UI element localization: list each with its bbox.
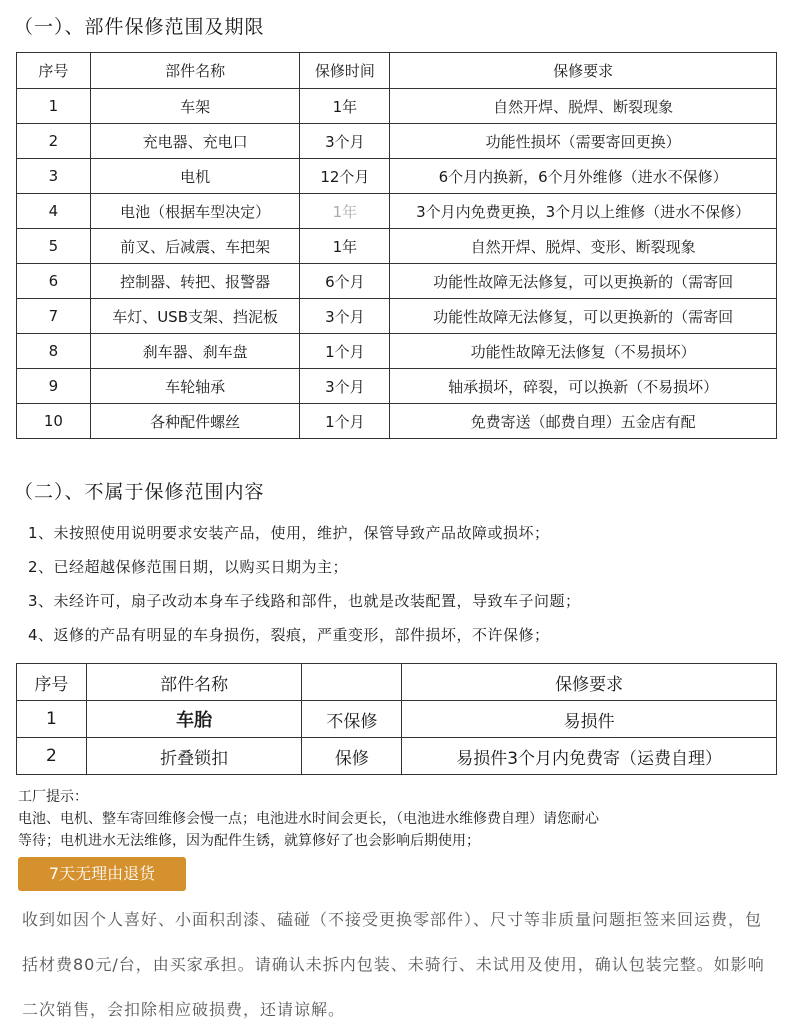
tips-line: 等待；电机进水无法维修，因为配件生锈，就算修好了也会影响后期使用；: [18, 833, 480, 849]
table-row: [17, 89, 777, 124]
return-policy-badge: 7天无理由退货: [18, 857, 186, 891]
cell-index: 5: [17, 229, 91, 264]
cell-status: 不保修: [302, 701, 402, 738]
cell-index: 8: [17, 334, 91, 369]
factory-tips: [18, 786, 778, 852]
table-row: [17, 701, 777, 738]
cell-requirement: 自然开焊、脱焊、断裂现象: [390, 89, 777, 124]
cell-part: 刹车器、刹车盘: [90, 334, 300, 369]
cell-part: 车轮轴承: [90, 369, 300, 404]
cell-requirement: 轴承损坏，碎裂，可以换新（不易损坏）: [390, 369, 777, 404]
cell-period: 1个月: [300, 404, 390, 439]
cell-status: 保修: [302, 738, 402, 775]
table-header-row: [17, 53, 777, 89]
cell-part: 车灯、USB支架、挡泥板: [90, 299, 300, 334]
cell-period: 1个月: [300, 334, 390, 369]
warranty-table: [16, 52, 777, 439]
tips-line: 电池、电机、整车寄回维修会慢一点；电池进水时间会更长，（电池进水维修费自理）请您耐心: [18, 811, 599, 827]
cell-period: 1年: [300, 229, 390, 264]
table-row: [17, 159, 777, 194]
table-row: [17, 299, 777, 334]
cell-part: 车胎: [86, 701, 302, 738]
cell-period: 3个月: [300, 124, 390, 159]
cell-requirement: 3个月内免费更换，3个月以上维修（进水不保修）: [390, 194, 777, 229]
cell-part: 各种配件螺丝: [90, 404, 300, 439]
cell-requirement: 自然开焊、脱焊、变形、断裂现象: [390, 229, 777, 264]
header-index: 序号: [17, 664, 87, 701]
list-item: 1、未按照使用说明要求安装产品，使用，维护，保管导致产品故障或损坏；: [28, 524, 550, 542]
cell-index: 3: [17, 159, 91, 194]
cell-requirement: 易损件3个月内免费寄（运费自理）: [402, 738, 777, 775]
cell-index: 2: [17, 738, 87, 775]
list-item: 4、返修的产品有明显的车身损伤，裂痕，严重变形，部件损坏，不许保修；: [28, 626, 550, 644]
cell-index: 4: [17, 194, 91, 229]
cell-part: 前叉、后减震、车把架: [90, 229, 300, 264]
header-part-name: 部件名称: [90, 53, 300, 89]
cell-index: 1: [17, 89, 91, 124]
header-warranty-requirement: 保修要求: [390, 53, 777, 89]
cell-part: 充电器、充电口: [90, 124, 300, 159]
return-policy-text: 收到如因个人喜好、小面积刮漆、磕碰（不接受更换零部件）、尺寸等非质量问题拒签来回运费，包括材费80元/台，由买家承担。请确认未拆内包装、未骑行、未试用及使用，确认包装完整。如影响二次销售，会扣除相应破损费，还请谅解。: [22, 910, 765, 1019]
table-row: [17, 229, 777, 264]
cell-index: 9: [17, 369, 91, 404]
tips-heading: 工厂提示：: [18, 789, 88, 805]
header-index: 序号: [17, 53, 91, 89]
cell-index: 7: [17, 299, 91, 334]
table-row: [17, 124, 777, 159]
cell-part: 车架: [90, 89, 300, 124]
header-warranty-period: 保修时间: [300, 53, 390, 89]
cell-part: 折叠锁扣: [86, 738, 302, 775]
cell-period: 6个月: [300, 264, 390, 299]
table-row: [17, 264, 777, 299]
section1-title: （一）、部件保修范围及期限: [14, 16, 265, 38]
cell-part: 控制器、转把、报警器: [90, 264, 300, 299]
table-row: [17, 194, 777, 229]
cell-period: 3个月: [300, 369, 390, 404]
cell-period: 12个月: [300, 159, 390, 194]
table-row: [17, 334, 777, 369]
cell-requirement: 易损件: [402, 701, 777, 738]
table-row: [17, 738, 777, 775]
wear-parts-table: [16, 663, 777, 775]
cell-index: 10: [17, 404, 91, 439]
table-header-row: [17, 664, 777, 701]
header-warranty-requirement: 保修要求: [402, 664, 777, 701]
cell-index: 1: [17, 701, 87, 738]
header-blank: [302, 664, 402, 701]
cell-part: 电机: [90, 159, 300, 194]
cell-index: 2: [17, 124, 91, 159]
cell-period: 1年: [300, 89, 390, 124]
section2-title: （二）、不属于保修范围内容: [14, 481, 265, 503]
cell-part: 电池（根据车型决定）: [90, 194, 300, 229]
header-part-name: 部件名称: [86, 664, 302, 701]
cell-index: 6: [17, 264, 91, 299]
cell-requirement: 6个月内换新，6个月外维修（进水不保修）: [390, 159, 777, 194]
cell-period: 1年: [300, 194, 390, 229]
cell-period: 3个月: [300, 299, 390, 334]
list-item: 2、已经超越保修范围日期，以购买日期为主；: [28, 558, 349, 576]
cell-requirement: 功能性故障无法修复，可以更换新的（需寄回: [390, 264, 777, 299]
table-row: [17, 404, 777, 439]
exclusion-rules-list: [28, 516, 581, 652]
cell-requirement: 功能性损坏（需要寄回更换）: [390, 124, 777, 159]
cell-requirement: 功能性故障无法修复（不易损坏）: [390, 334, 777, 369]
list-item: 3、未经许可，扇子改动本身车子线路和部件，也就是改装配置，导致车子问题；: [28, 592, 581, 610]
table-row: [17, 369, 777, 404]
cell-requirement: 功能性故障无法修复，可以更换新的（需寄回: [390, 299, 777, 334]
cell-requirement: 免费寄送（邮费自理）五金店有配: [390, 404, 777, 439]
